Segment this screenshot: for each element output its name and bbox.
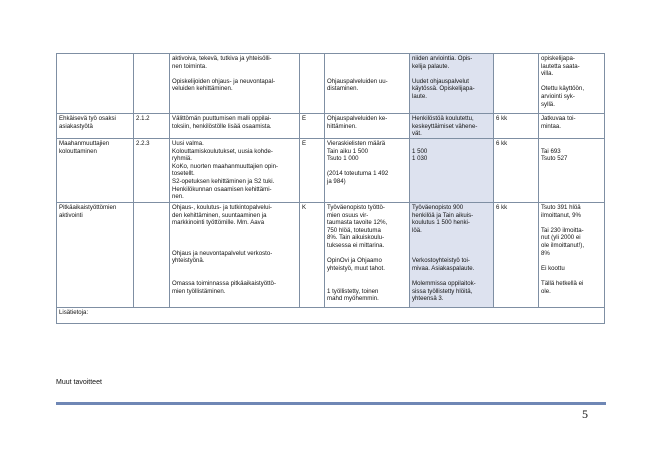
cell-indicator xyxy=(325,54,410,114)
cell-result xyxy=(539,139,605,203)
cell-text: niiden arviointia. Opis- kelija palaute. xyxy=(412,55,473,70)
cell-goal xyxy=(57,54,134,114)
cell-interval: 6 kk xyxy=(494,203,539,308)
cell-text: aktivoiva, tekevä, tutkiva ja yhteisölli- nen toiminta. xyxy=(172,55,272,70)
cell-result xyxy=(539,54,605,114)
table-row xyxy=(57,203,605,308)
objectives-table xyxy=(56,53,605,324)
cell-interval xyxy=(494,54,539,114)
cell-interval: 6 kk xyxy=(494,139,539,203)
cell-result xyxy=(539,203,605,308)
cell-priority xyxy=(300,54,325,114)
cell-text: Ohjauspalveluiden uu- distaminen. xyxy=(327,77,388,93)
cell-code xyxy=(134,203,170,308)
cell-action xyxy=(170,203,300,308)
cell-text: Tai 230 ilmoitta- nut (yli 2000 ei ole ilmoittanut!), 8% xyxy=(541,226,585,257)
cell-target xyxy=(410,139,494,203)
cell-goal: Pitkäaikaistyöttömien aktivointi xyxy=(57,203,134,308)
cell-text: OpinOvi ja Ohjaamo yhteistyö, muut tahot. xyxy=(327,257,385,272)
cell-target: Henkilöstöä koulutettu, keskeyttäimiset vähene- vät. xyxy=(410,114,494,139)
cell-priority: E xyxy=(300,114,325,139)
cell-priority: K xyxy=(300,203,325,308)
cell-code: 2.2.3 xyxy=(134,139,170,203)
cell-target xyxy=(410,203,494,308)
notes-label: Lisätietoja: xyxy=(59,309,89,316)
cell-text: Ohjaus ja neuvontapalvelut verkosto- yhteistyönä. xyxy=(172,249,273,265)
cell-indicator xyxy=(325,203,410,308)
cell-text: opiskelijapa- lautetta saata- villa. xyxy=(541,55,580,78)
cell-indicator xyxy=(325,139,410,203)
cell-text: Vieraskielisten määrä Tain aiku 1 500 Tsuto 1 000 xyxy=(327,140,386,163)
table-row xyxy=(57,114,605,139)
cell-text: Omassa toiminnassa pitkäaikaistyöttö- mien työllistäminen. xyxy=(172,280,276,295)
footer-rule xyxy=(56,402,606,405)
section-heading: Muut tavoitteet xyxy=(56,379,102,386)
cell-target xyxy=(410,54,494,114)
cell-text: Opiskelijoiden ohjaus- ja neuvontapal- veluiden kehittäminen. xyxy=(172,77,275,93)
cell-text: (2014 toteutuma 1 492 ja 984) xyxy=(327,170,389,185)
cell-code: 2.1.2 xyxy=(134,114,170,139)
cell-text: Tsuto 391 hlöä ilmoittanut, 9% xyxy=(541,204,581,219)
cell-action xyxy=(170,54,300,114)
cell-text: Ei koottu xyxy=(541,264,565,272)
cell-interval: 6 kk xyxy=(494,114,539,139)
table-row xyxy=(57,308,605,324)
cell-text: Tai 693 Tsuto 527 xyxy=(541,147,568,163)
table-row xyxy=(57,54,605,114)
cell-text: 1 500 1 030 xyxy=(412,147,428,163)
cell-text: Työväenopisto työttö- mien osuus vir- taumasta tavoite 12%, 750 hlöä, toteutuma 8%. Tain aikuiskoulu- tuksessa ei mittarina. xyxy=(327,204,388,249)
page-number: 5 xyxy=(582,407,588,421)
cell-action: Uusi valma. Kolouttamiskoulutukset, uusia kohde- ryhmiä. KoKo, nuorten maahanmuuttajien opin- tosetellt. S2-opetuksen kehittäminen ja S2 tuki. Henkilökunnan osaamisen kehittämi- nen. xyxy=(170,139,300,203)
cell-indicator: Ohjauspalveluiden ke- hittäminen. xyxy=(325,114,410,139)
cell-text: Molemmissa oppilaitok- sissa työllistetty hlöitä, yhteensä 3. xyxy=(412,279,476,303)
cell-text: Työväenopisto 900 henkilöä ja Tain aikuis- koulutus 1 500 henki- löä. xyxy=(412,204,474,234)
cell-action: Välittömän puuttumisen malli oppilai- toksiin, henkilöstölle lisää osaamista. xyxy=(170,114,300,139)
cell-code xyxy=(134,54,170,114)
cell-text: Verkostoyhteistyö toi- mivaa. Asiakaspalaute. xyxy=(412,257,475,272)
table-row xyxy=(57,139,605,203)
cell-priority: E xyxy=(300,139,325,203)
cell-result: Jatkuvaa toi- mintaa. xyxy=(539,114,605,139)
cell-text: 1 työllistetty, toinen mahd myöhemmin. xyxy=(327,287,379,303)
notes-cell xyxy=(57,308,605,324)
cell-text: Uudet ohjauspalvelut käytössä. Opiskelijapa- laute. xyxy=(412,77,475,100)
cell-text: Otettu käyttöön, arviointi syk- syllä. xyxy=(541,85,585,108)
cell-goal: Ehkäisevä työ osaksi asiakastyötä xyxy=(57,114,134,139)
cell-goal: Maahanmuuttajien kolouttaminen xyxy=(57,139,134,203)
cell-text: Tällä hetkellä ei ole. xyxy=(541,279,584,295)
cell-text: Ohjaus-, koulutus- ja tutkintopalvelui- den kehittäminen, suuntaaminen ja markkinointi työttömille. Mm. Aava xyxy=(172,204,272,227)
